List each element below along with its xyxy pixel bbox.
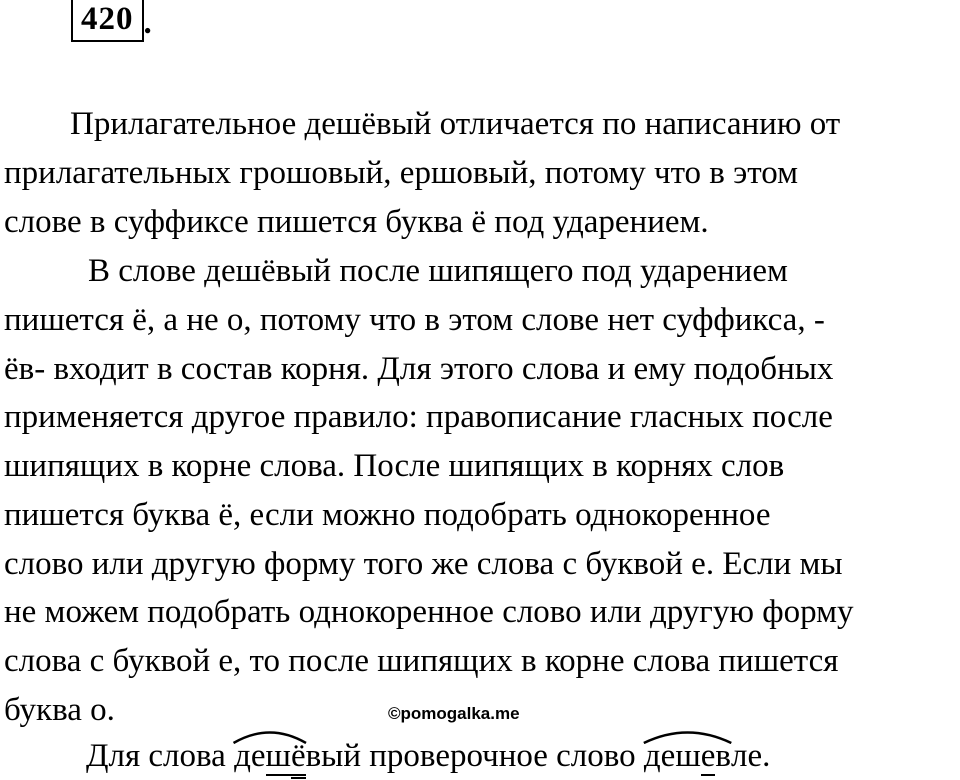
root-arc-icon [642,730,733,744]
word2-root-b: в [715,738,731,774]
word-with-root-mark-1 [234,736,306,776]
text-line-3: слове в суффиксе пишется буква ё под ударением. [4,204,709,240]
word-with-root-mark-2 [644,736,731,776]
text-line-1: Прилагательное дешёвый отличается по написанию от [70,106,841,142]
text-line-11: не можем подобрать однокоренное слово или другую форму [4,594,854,630]
word2-rest: ле. [731,738,771,774]
exercise-number-box: 420 [71,0,144,42]
text-line-6: ёв- входит в состав корня. Для этого слова и ему подобных [4,351,834,387]
text-line-8: шипящих в корне слова. После шипящих в корнях слов [4,448,785,484]
text-line-4: В слове дешёвый после шипящего под ударением [88,253,788,289]
exercise-number [71,0,152,42]
word1-rest: вый [305,738,362,774]
text-line-12: слова с буквой е, то после шипящих в корне слова пишется [4,643,839,679]
word2-vowel: е [700,738,716,774]
last-line-middle: проверочное слово [361,738,644,774]
root-arc-icon [232,730,308,744]
text-line-10: слово или другую форму того же слова с буквой е. Если мы [4,546,843,582]
text-line-14 [86,736,770,776]
text-line-7: применяется другое правило: правописание гласных после [4,399,833,435]
text-line-2: прилагательных грошовый, ершовый, потому что в этом [4,155,799,191]
word2-root-a: деш [643,738,701,774]
word1-root-a: де [234,738,266,774]
text-line-9: пишется буква ё, если можно подобрать однокоренное [4,497,771,533]
watermark: ©pomogalka.me [388,704,520,723]
text-line-5: пишется ё, а не о, потому что в этом слове нет суффикса, - [4,302,825,338]
exercise-number-dot: . [143,5,152,41]
word1-consonant: ш [265,738,291,774]
text-line-13: буква о. [4,692,115,728]
last-line-prefix: Для слова [86,738,235,774]
word1-vowel: ё [291,738,306,779]
